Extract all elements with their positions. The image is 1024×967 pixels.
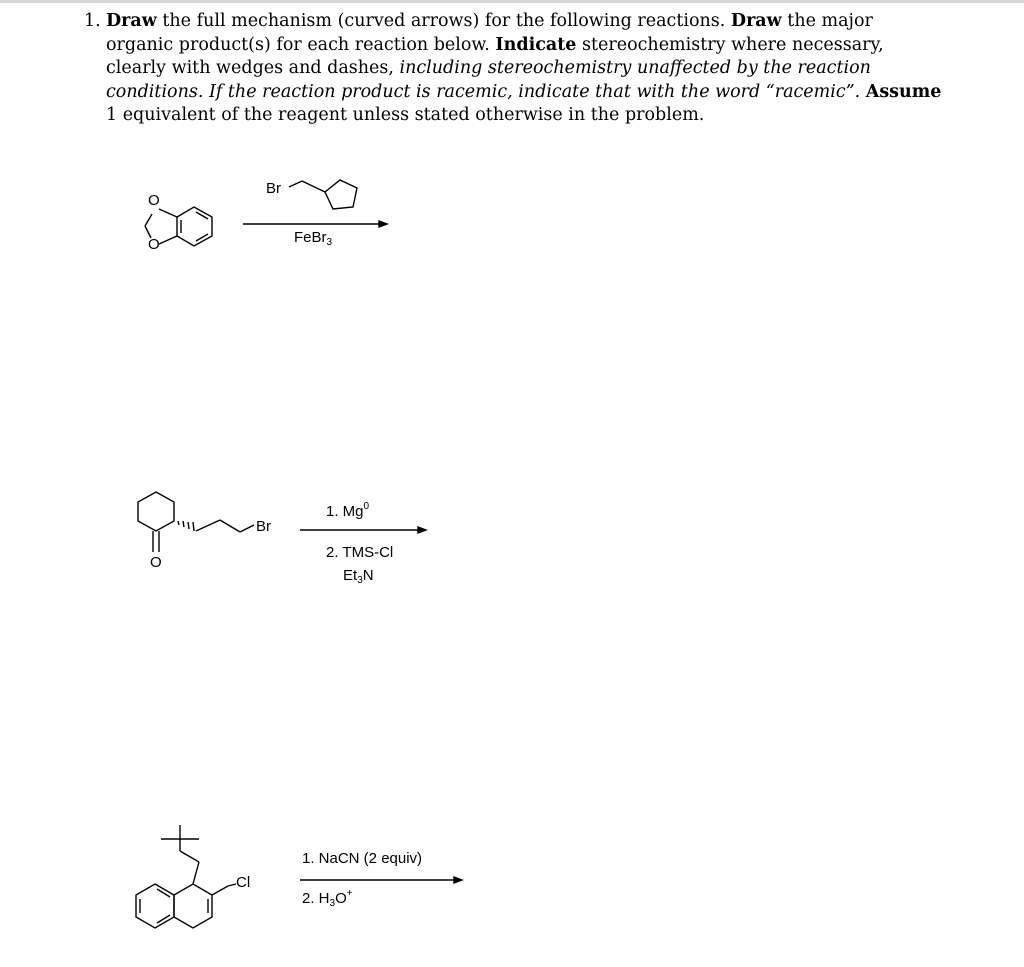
question-number: 1. bbox=[84, 11, 101, 31]
ring-to-tbutyl-bond bbox=[193, 862, 199, 884]
r1-oxygen-top: O bbox=[148, 192, 160, 209]
ch2cl-bond-2 bbox=[228, 884, 236, 886]
naphthalene-right-ring bbox=[174, 884, 212, 928]
r1-oxygen-bottom: O bbox=[148, 236, 160, 253]
instr-indicate: Indicate bbox=[495, 34, 577, 55]
r2-ketone-oxygen: O bbox=[150, 554, 162, 571]
naphthalene-left-ring bbox=[136, 884, 174, 928]
r3-step2-sub: 3 bbox=[329, 898, 336, 909]
ch2cl-bond-1 bbox=[212, 886, 228, 895]
instr-draw-1: Draw bbox=[106, 11, 157, 31]
r3-step1: 1. NaCN (2 equiv) bbox=[302, 850, 423, 867]
left-ring-inner-a bbox=[157, 889, 170, 897]
r1-condition-base: FeBr bbox=[294, 229, 327, 246]
r2-step2: 2. TMS-Cl bbox=[326, 544, 394, 561]
instr-text-2: the major organic product(s) for each reaction below. bbox=[106, 11, 873, 55]
r1-bromine: Br bbox=[266, 180, 281, 197]
r2-step3-base: Et bbox=[343, 567, 358, 584]
r2-step1-sup: 0 bbox=[363, 501, 370, 512]
instr-draw-2: Draw bbox=[730, 11, 782, 31]
r3-chlorine: Cl bbox=[236, 874, 251, 891]
r2-step1-text: 1. Mg bbox=[326, 503, 364, 520]
instr-italic: including stereochemistry unaffected by the reaction conditions. If the reaction product is racemic, indicate that with the word “racemic”. bbox=[106, 58, 871, 102]
instr-assume: Assume bbox=[865, 81, 942, 102]
r3-step2 bbox=[302, 888, 353, 909]
r1-condition-sub: 3 bbox=[326, 237, 333, 248]
r2-bromine: Br bbox=[256, 518, 271, 535]
instr-text-3: stereochemistry where necessary, clearly with wedges and dashes, bbox=[106, 34, 884, 78]
left-ring-inner-c bbox=[157, 915, 170, 923]
r3-step2-mid: O bbox=[335, 890, 347, 907]
tbutyl-attach-bond bbox=[180, 851, 199, 862]
r3-step2-base: 2. H bbox=[302, 890, 330, 907]
instr-text-1: the full mechanism (curved arrows) for the following reactions. bbox=[156, 11, 731, 31]
r2-step3-end: N bbox=[362, 567, 374, 584]
r2-step3-sub: 3 bbox=[357, 575, 363, 586]
instr-text-4: 1 equivalent of the reagent unless stated otherwise in the problem. bbox=[106, 105, 705, 125]
reaction-3-arrow-head bbox=[454, 877, 462, 883]
r3-step2-sup: + bbox=[346, 888, 353, 899]
